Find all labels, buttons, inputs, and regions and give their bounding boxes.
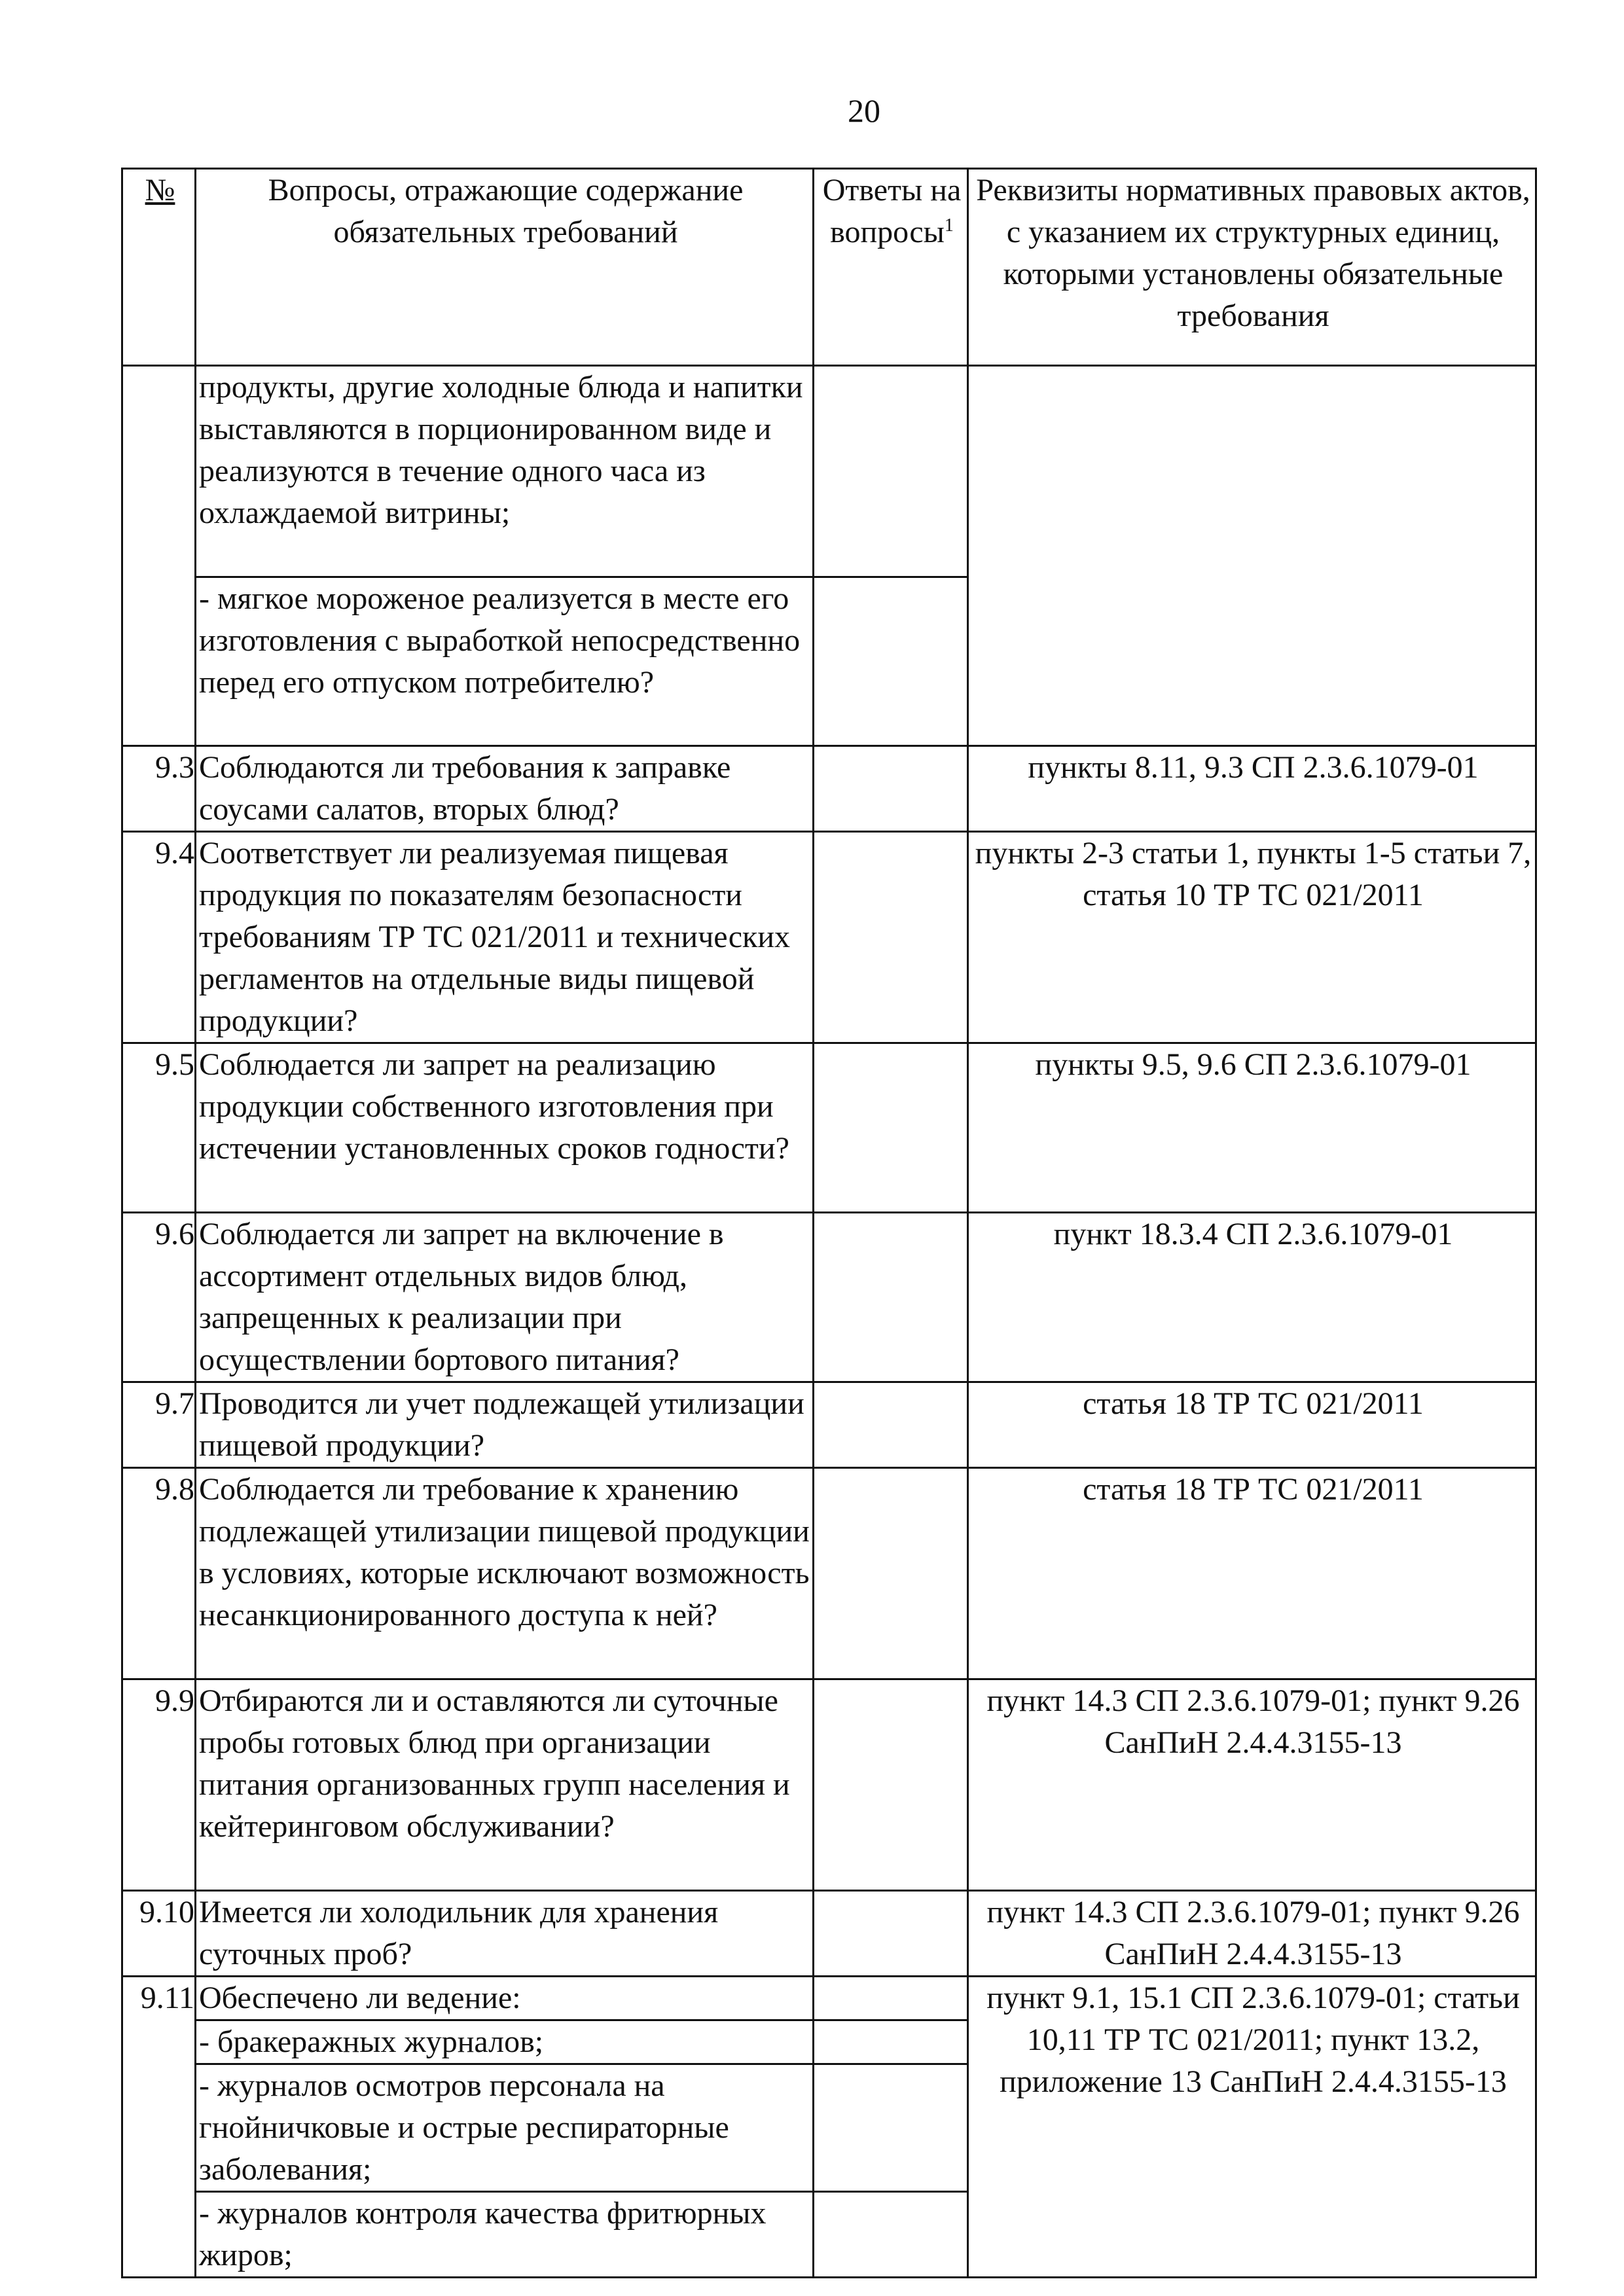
row-number: 9.11: [122, 1977, 196, 2278]
table-row: [122, 1382, 1536, 1468]
row-number: 9.10: [122, 1891, 196, 1977]
header-question: Вопросы, отражающие содержание обязательных требований: [196, 169, 814, 366]
question-subitem: - бракеражных журналов;: [196, 2020, 814, 2064]
answer-cell[interactable]: [814, 2064, 968, 2192]
answer-cell[interactable]: [814, 2192, 968, 2278]
table-row: [122, 746, 1536, 832]
row-number: 9.3: [122, 746, 196, 832]
question-cell: Проводится ли учет подлежащей утилизации пищевой продукции?: [196, 1382, 814, 1468]
table-row: [122, 1043, 1536, 1213]
answer-cell[interactable]: [814, 1468, 968, 1679]
question-cell: продукты, другие холодные блюда и напитки выставляются в порционированном виде и реализуются в течение одного часа из охлаждаемой витрины;: [196, 366, 814, 577]
table-row: [122, 1891, 1536, 1977]
question-cell: Отбираются ли и оставляются ли суточные пробы готовых блюд при организации питания организованных групп населения и кейтеринговом обслуживании?: [196, 1679, 814, 1891]
reference-cell: пункты 9.5, 9.6 СП 2.3.6.1079-01: [968, 1043, 1536, 1213]
answer-cell[interactable]: [814, 1043, 968, 1213]
footnote-marker: 1: [944, 215, 954, 236]
question-subitem: - журналов осмотров персонала на гнойничковые и острые респираторные заболевания;: [196, 2064, 814, 2192]
question-cell: Соответствует ли реализуемая пищевая продукция по показателям безопасности требованиям ТР ТС 021/2011 и технических регламентов на отдельные виды пищевой продукции?: [196, 832, 814, 1043]
reference-cell: пункты 8.11, 9.3 СП 2.3.6.1079-01: [968, 746, 1536, 832]
reference-cell: пункт 18.3.4 СП 2.3.6.1079-01: [968, 1213, 1536, 1382]
header-answer: [814, 169, 968, 366]
table-row: [122, 1679, 1536, 1891]
reference-cell: пункт 9.1, 15.1 СП 2.3.6.1079-01; статьи 10,11 ТР ТС 021/2011; пункт 13.2, приложение 13 СанПиН 2.4.4.3155-13: [968, 1977, 1536, 2278]
question-cell: Соблюдается ли запрет на реализацию продукции собственного изготовления при истечении установленных сроков годности?: [196, 1043, 814, 1213]
answer-cell[interactable]: [814, 1679, 968, 1891]
table-header-row: [122, 169, 1536, 366]
row-number: 9.9: [122, 1679, 196, 1891]
row-number: 9.6: [122, 1213, 196, 1382]
header-answer-text: Ответы на вопросы: [822, 173, 962, 249]
table-row: [122, 366, 1536, 577]
answer-cell[interactable]: [814, 1891, 968, 1977]
table-row: [122, 1213, 1536, 1382]
reference-cell: статья 18 ТР ТС 021/2011: [968, 1468, 1536, 1679]
answer-cell[interactable]: [814, 366, 968, 577]
answer-cell[interactable]: [814, 746, 968, 832]
answer-cell[interactable]: [814, 2020, 968, 2064]
question-subitem: - журналов контроля качества фритюрных жиров;: [196, 2192, 814, 2278]
row-number: 9.8: [122, 1468, 196, 1679]
question-cell: - мягкое мороженое реализуется в месте его изготовления с выработкой непосредственно перед его отпуском потребителю?: [196, 577, 814, 746]
table-row: [122, 832, 1536, 1043]
question-cell: Соблюдается ли требование к хранению подлежащей утилизации пищевой продукции в условиях, которые исключают возможность несанкционированного доступа к ней?: [196, 1468, 814, 1679]
answer-cell[interactable]: [814, 832, 968, 1043]
question-cell: Соблюдаются ли требования к заправке соусами салатов, вторых блюд?: [196, 746, 814, 832]
row-number: 9.5: [122, 1043, 196, 1213]
reference-cell: статья 18 ТР ТС 021/2011: [968, 1382, 1536, 1468]
answer-cell[interactable]: [814, 577, 968, 746]
header-reference: Реквизиты нормативных правовых актов, с указанием их структурных единиц, которыми установлены обязательные требования: [968, 169, 1536, 366]
row-number: 9.4: [122, 832, 196, 1043]
question-cell: Обеспечено ли ведение:: [196, 1977, 814, 2020]
reference-cell: пункты 2-3 статьи 1, пункты 1-5 статьи 7, статья 10 ТР ТС 021/2011: [968, 832, 1536, 1043]
page-number: 20: [848, 92, 880, 129]
reference-cell: [968, 366, 1536, 746]
requirements-table: [121, 168, 1537, 2278]
reference-cell: пункт 14.3 СП 2.3.6.1079-01; пункт 9.26 СанПиН 2.4.4.3155-13: [968, 1679, 1536, 1891]
answer-cell[interactable]: [814, 1213, 968, 1382]
table-row: [122, 1977, 1536, 2020]
answer-cell[interactable]: [814, 1382, 968, 1468]
row-number-cell: [122, 366, 196, 746]
header-number: №: [122, 169, 196, 366]
table-row: [122, 1468, 1536, 1679]
reference-cell: пункт 14.3 СП 2.3.6.1079-01; пункт 9.26 СанПиН 2.4.4.3155-13: [968, 1891, 1536, 1977]
row-number: 9.7: [122, 1382, 196, 1468]
question-cell: Имеется ли холодильник для хранения суточных проб?: [196, 1891, 814, 1977]
question-cell: Соблюдается ли запрет на включение в ассортимент отдельных видов блюд, запрещенных к реализации при осуществлении бортового питания?: [196, 1213, 814, 1382]
answer-cell[interactable]: [814, 1977, 968, 2020]
